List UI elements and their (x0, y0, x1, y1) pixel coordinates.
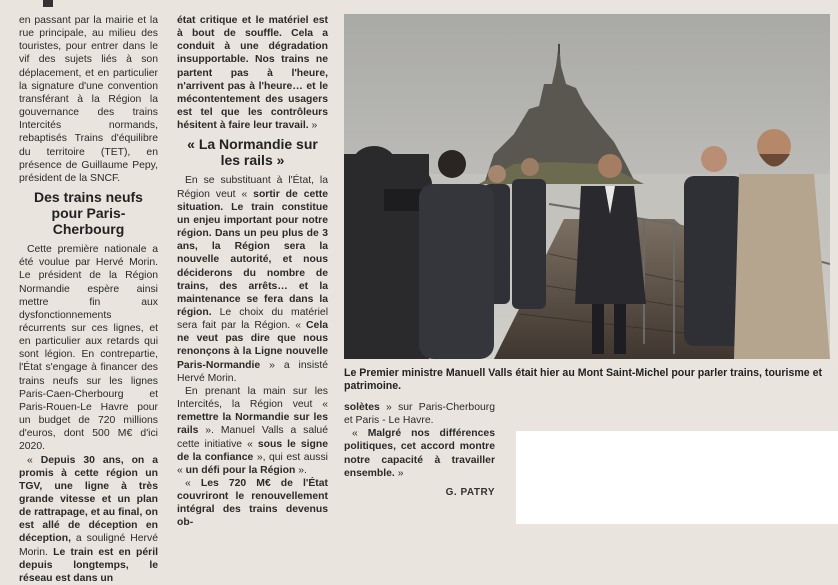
author-signature: G. PATRY (445, 486, 495, 498)
paragraph: Cette première nationale a été voulue par Hervé Morin. Le président de la Région Normandie espère ainsi mettre fin aux dysfonctionnements récurrents sur ces lignes, et en particulier aux retards qui sont légion. En contrepartie, l'État s'engage à financer des trains neufs sur les lignes Paris-Caen-Cherbourg et Paris-Rouen-Le Havre pour un budget de 720 millions d'euros, dont 500 M€ d'ici 2020. (19, 244, 158, 453)
quote-paragraph: « Les 720 M€ de l'État couvriront le renouvellement intégral des trains devenus ob- (177, 478, 328, 529)
quote-continuation: état critique et le matériel est à bout de souffle. Cela a conduit à une dégradation insupportable. Nos trains ne partent pas à l'heure, n'arrivent pas à l'heure… et le mécontentement des usagers est tel que les contrôleurs hésitent à faire leur travail. » (177, 15, 328, 132)
subheading-new-trains: Des trains neufs pour Paris-Cherbourg (34, 189, 143, 238)
paragraph: En se substituant à l'État, la Région veut « sortir de cette situation. Le train constitue un enjeu important pour notre région. Dans un peu plus de 3 ans, la Région sera la nouvelle autorité, et nous déciderons du nombre de trains, des arrêts… et la maintenance se fera dans la région. Le choix du matériel sera fait par la Région. « Cela ne veut pas dire que nous renonçons à la Ligne nouvelle Paris-Normandie » a insisté Hervé Morin. (177, 175, 328, 384)
subheading-normandie-rails: « La Normandie sur les rails » (187, 136, 318, 169)
blank-area (516, 431, 838, 524)
article-column-1 (19, 14, 158, 585)
top-edge-fragment (19, 0, 158, 11)
press-crowd (344, 146, 432, 359)
quote-paragraph: « Depuis 30 ans, on a promis à cette région un TGV, une ligne à très grande vitesse et un plan de rattrapage, et au final, on est allé de déception en déception, a souligné Hervé Morin. Le train est en péril depuis longtemps, le réseau est dans un (19, 454, 158, 584)
news-photo (344, 14, 830, 359)
paragraph: En prenant la main sur les Intercités, la Région veut « remettre la Normandie sur les rails ». Manuel Valls a salué cette initiative « sous le signe de la confiance », qui est aussi « un défi pour la Région ». (177, 385, 328, 476)
intro-paragraph: en passant par la mairie et la rue principale, au milieu des touristes, pour entrer dans le vif des sujets liés à son déplacement, et en particulier la signature d'une convention transférant à la Région la gouvernance des trains Intercités normands, rebaptisés Trains d'équilibre du territoire (TET), en présence de Guillaume Pepy, président de la SNCF. (19, 15, 158, 184)
quote-continuation: solètes » sur Paris-Cherbourg et Paris - Le Havre. (344, 402, 495, 427)
article-column-2 (177, 14, 328, 530)
photo-caption: Le Premier ministre Manuell Valls était hier au Mont Saint-Michel pour parler trains, tourisme et patrimoine. (344, 367, 823, 392)
quote-paragraph: « Malgré nos différences politiques, cet accord montre notre capacité à travailler ensemble. » (344, 428, 495, 479)
article-column-3 (344, 401, 495, 499)
cut-letter-fragment (43, 0, 53, 7)
